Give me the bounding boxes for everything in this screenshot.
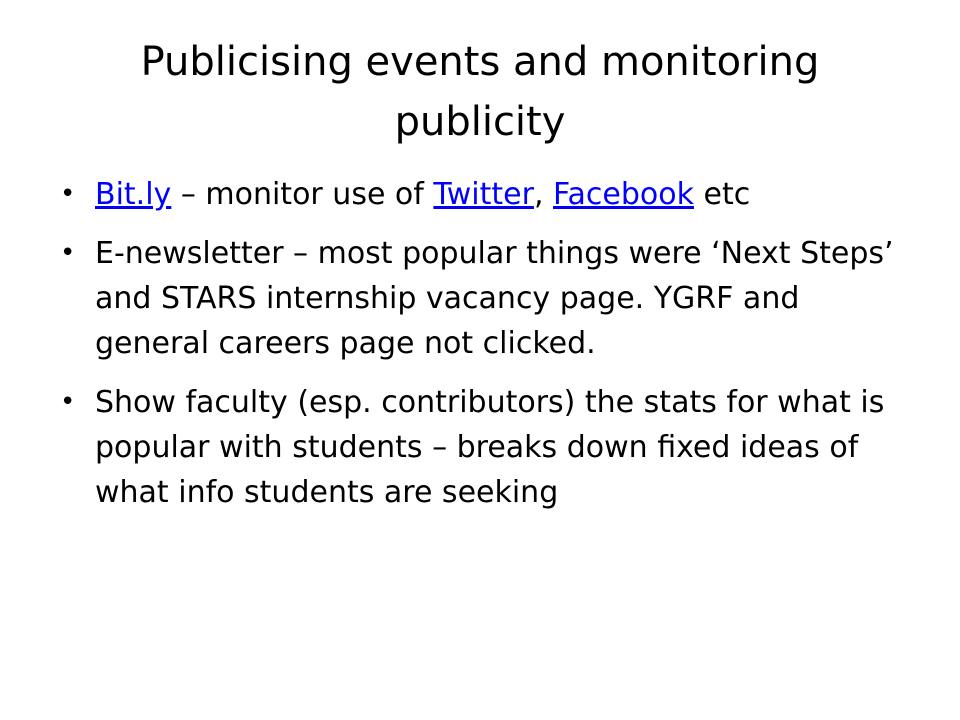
bullet-text: E-newsletter – most popular things were ‘Next Steps’ and STARS internship vacancy page. YGRF and general careers page not clicked. xyxy=(95,236,894,361)
bullet-text: etc xyxy=(693,177,751,212)
bullet-item-enewsletter xyxy=(60,231,910,366)
bitly-link[interactable]: Bit.ly xyxy=(95,177,172,212)
bullet-dot-icon: • xyxy=(60,179,76,209)
facebook-link[interactable]: Facebook xyxy=(553,177,694,212)
twitter-link[interactable]: Twitter xyxy=(433,177,534,212)
bullet-text: – monitor use of xyxy=(171,177,434,212)
bullet-text: , xyxy=(533,177,554,212)
bullet-item-faculty xyxy=(60,380,910,515)
bullet-list xyxy=(60,172,910,529)
bullet-item-bitly xyxy=(60,172,910,217)
bullet-text: Show faculty (esp. contributors) the stats for what is popular with students – breaks down fixed ideas of what info students are seeking xyxy=(95,385,885,510)
slide-title: Publicising events and monitoring publicity xyxy=(140,39,820,145)
bullet-dot-icon: • xyxy=(60,238,76,268)
bullet-dot-icon: • xyxy=(60,387,76,417)
